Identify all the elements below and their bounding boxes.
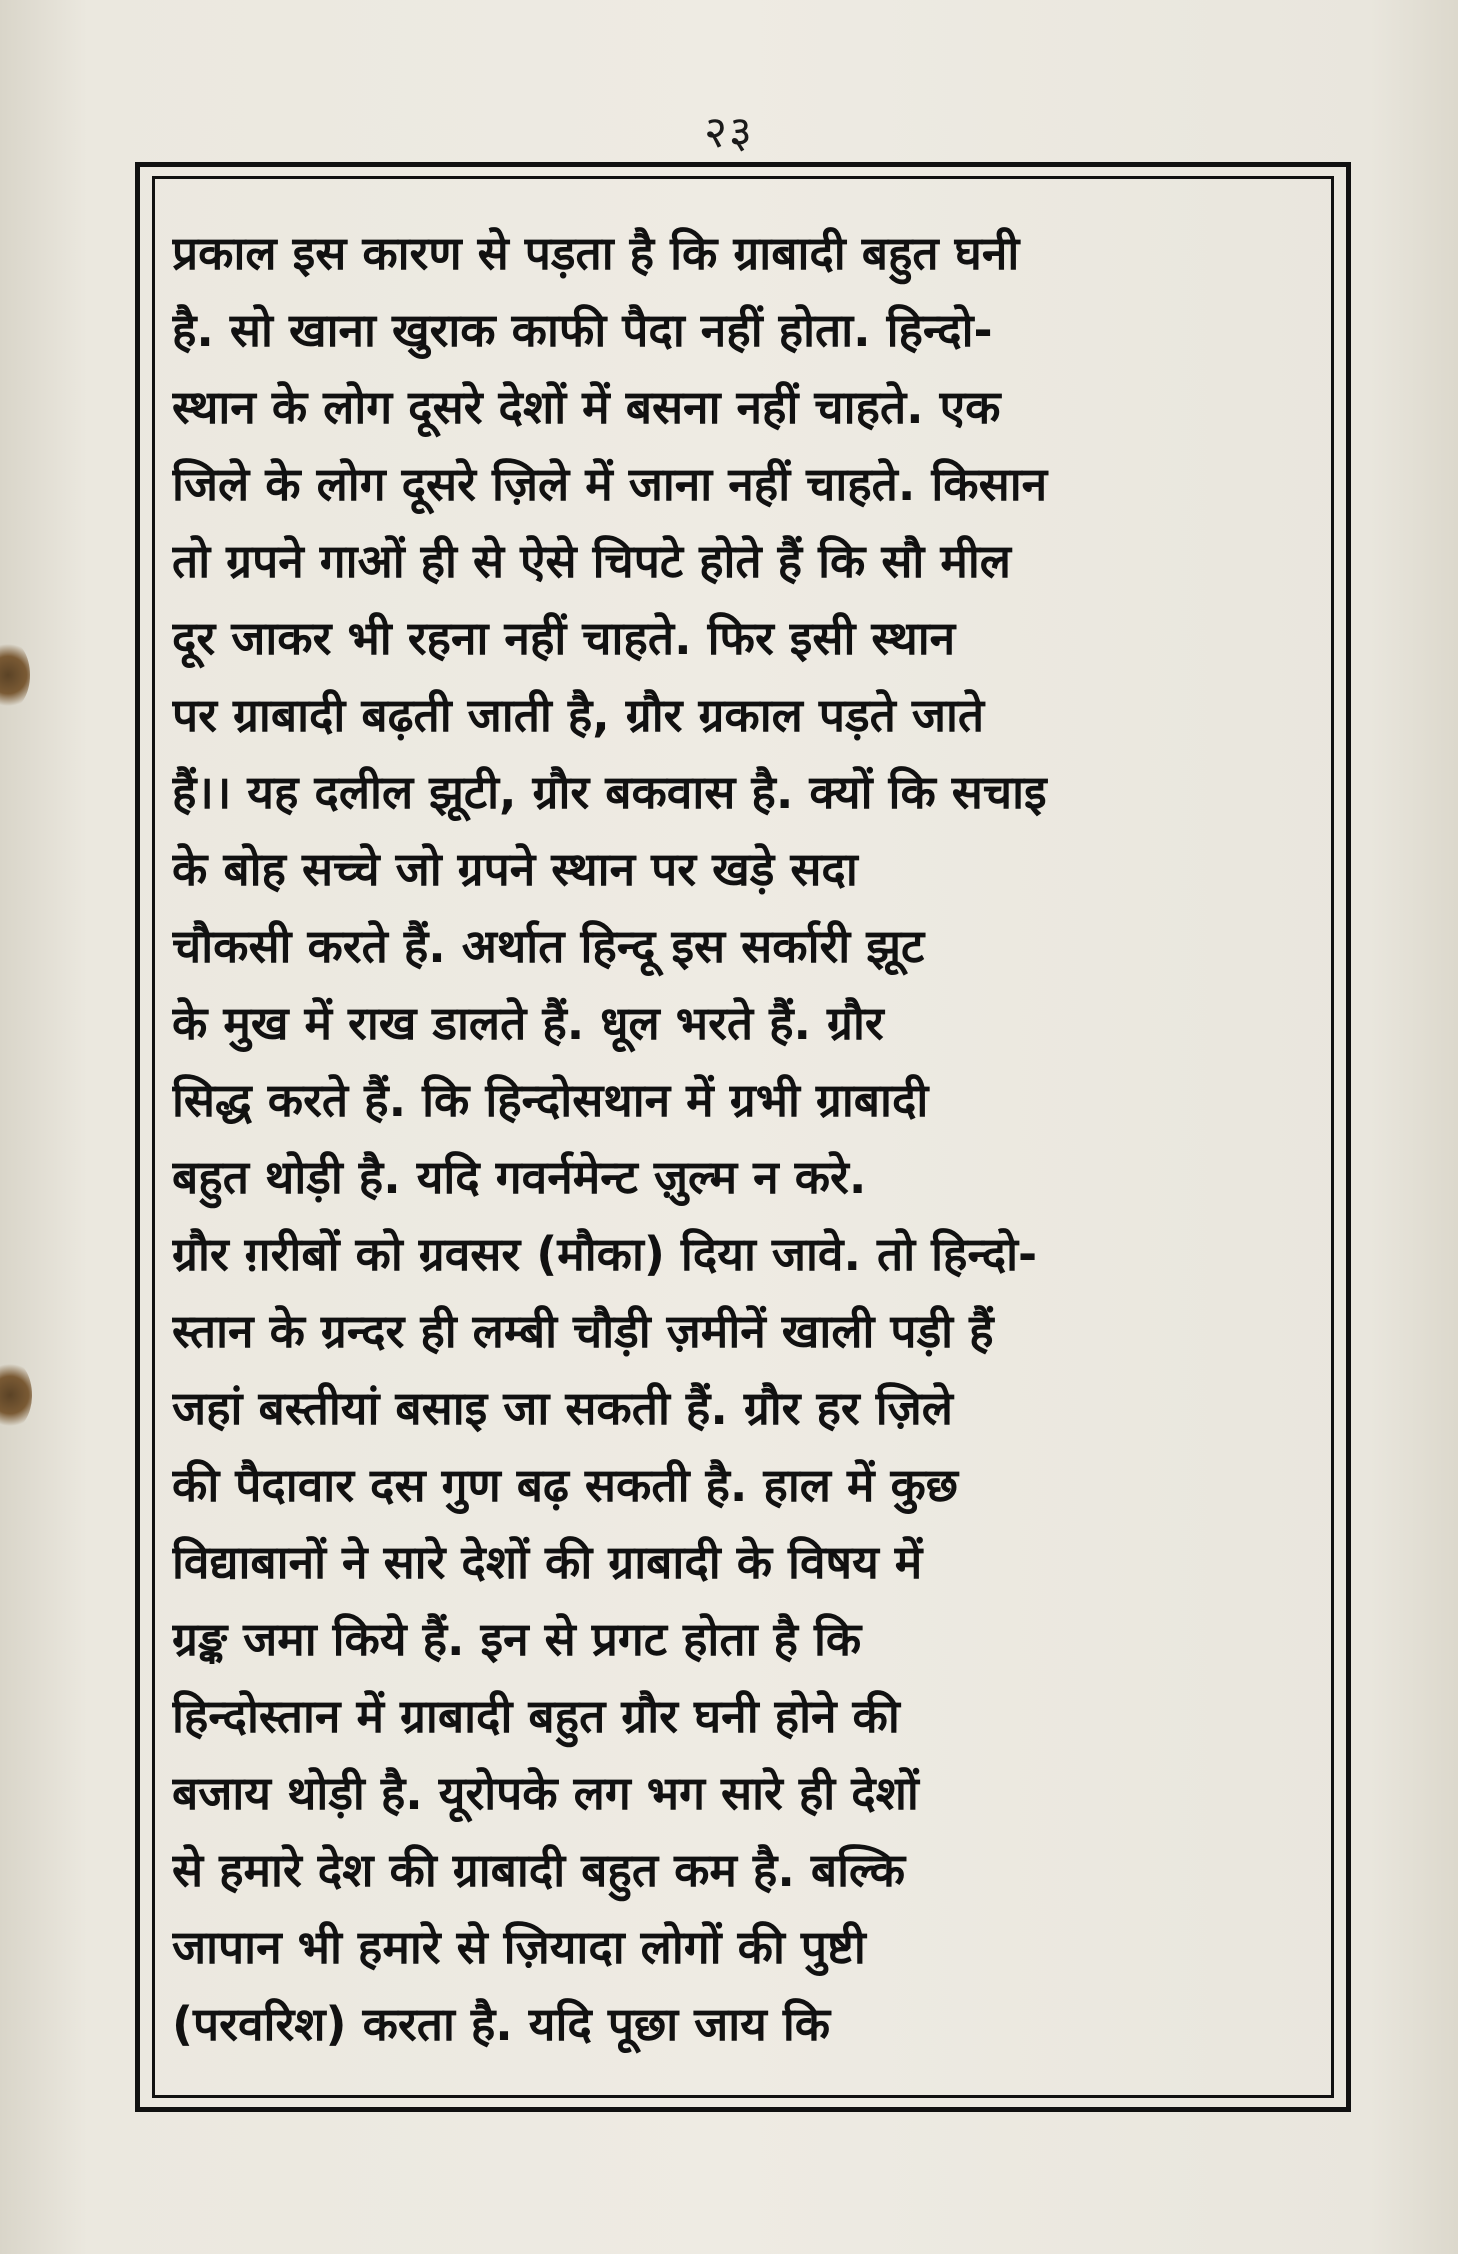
text-line: जापान भी हमारे से ज़ियादा लोगों की पुष्टी	[172, 1920, 866, 1974]
text-line: से हमारे देश की ग्राबादी बहुत कम है. बल्कि	[172, 1843, 906, 1897]
text-line: दूर जाकर भी रहना नहीं चाहते. फिर इसी स्थान	[172, 611, 956, 665]
text-line: के बोह सच्चे जो ग्रपने स्थान पर खड़े सदा	[172, 842, 858, 896]
text-line: स्तान के ग्रन्दर ही लम्बी चौड़ी ज़मीनें खाली पड़ी हैं	[172, 1304, 994, 1358]
text-line: चौकसी करते हैं. अर्थात हिन्दू इस सर्कारी झूट	[172, 919, 925, 973]
handwritten-text-block	[172, 215, 1322, 2063]
text-line: के मुख में राख डालते हैं. धूल भरते हैं. ग्रौर	[172, 996, 884, 1050]
text-line: (परवरिश) करता है. यदि पूछा जाय कि	[172, 1997, 831, 2051]
text-line: हिन्दोस्तान में ग्राबादी बहुत ग्रौर घनी होने की	[172, 1689, 900, 1743]
text-line: सिद्ध करते हैं. कि हिन्दोसथान में ग्रभी ग्राबादी	[172, 1073, 929, 1127]
text-line: जहां बस्तीयां बसाइ जा सकती हैं. ग्रौर हर ज़िले	[172, 1381, 953, 1435]
page-stain	[0, 640, 30, 710]
text-line: विद्याबानों ने सारे देशों की ग्राबादी के विषय में	[172, 1535, 923, 1589]
text-line: पर ग्राबादी बढ़ती जाती है, ग्रौर ग्रकाल पड़ते जाते	[172, 688, 985, 742]
text-line: है. सो खाना खुराक काफी पैदा नहीं होता. हिन्दो-	[172, 303, 993, 357]
text-line: की पैदावार दस गुण बढ़ सकती है. हाल में कुछ	[172, 1458, 959, 1512]
text-line: ग्रौर ग़रीबों को ग्रवसर (मौका) दिया जावे. तो हिन्दो-	[172, 1227, 1038, 1281]
text-line: बहुत थोड़ी है. यदि गवर्नमेन्ट ज़ुल्म न करे.	[172, 1150, 867, 1204]
text-line: प्रकाल इस कारण से पड़ता है कि ग्राबादी बहुत घनी	[172, 226, 1020, 280]
page-number: २३	[704, 107, 754, 158]
page-stain	[0, 1360, 32, 1430]
text-line: हैं।। यह दलील झूटी, ग्रौर बकवास है. क्यों कि सचाइ	[172, 765, 1047, 819]
text-line: ग्रङ्क जमा किये हैं. इन से प्रगट होता है कि	[172, 1612, 862, 1666]
text-line: तो ग्रपने गाओं ही से ऐसे चिपटे होते हैं कि सौ मील	[172, 534, 1011, 588]
text-line: बजाय थोड़ी है. यूरोपके लग भग सारे ही देशों	[172, 1766, 919, 1820]
text-line: स्थान के लोग दूसरे देशों में बसना नहीं चाहते. एक	[172, 380, 1001, 434]
text-line: जिले के लोग दूसरे ज़िले में जाना नहीं चाहते. किसान	[172, 457, 1048, 511]
